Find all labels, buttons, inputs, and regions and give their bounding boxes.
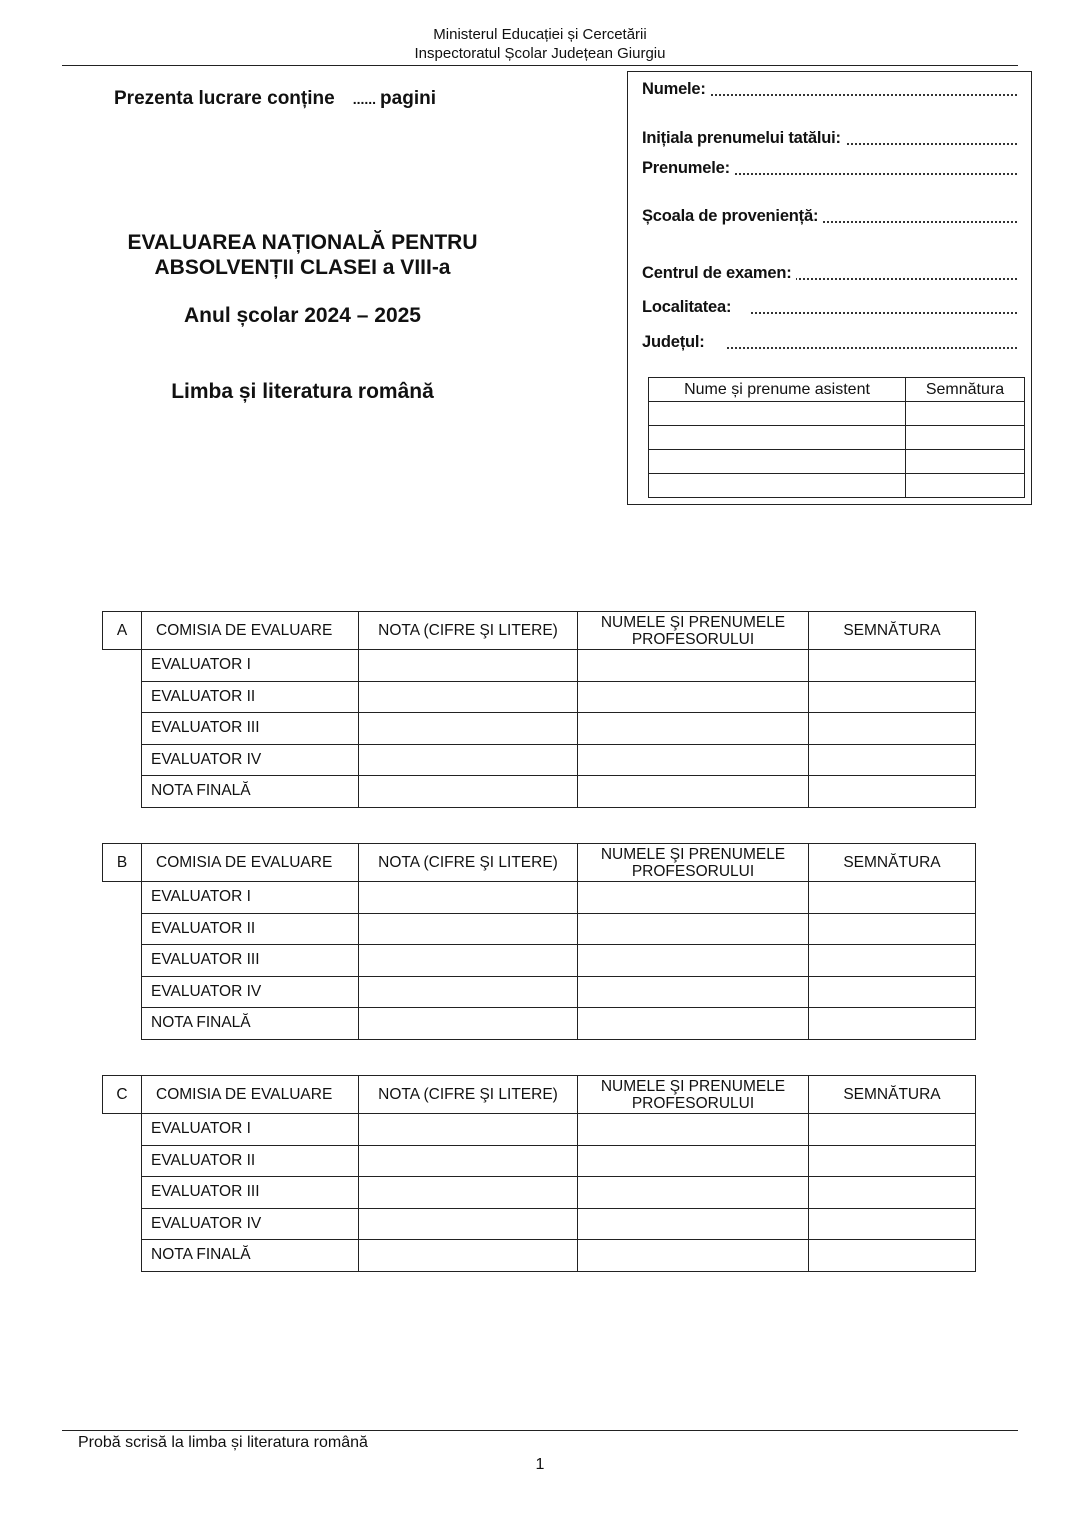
grading-table-c [102, 1075, 976, 1272]
evaluator-label: EVALUATOR I [142, 1114, 359, 1146]
teacher-cell[interactable] [578, 681, 809, 713]
grade-cell[interactable] [359, 744, 578, 776]
signature-cell[interactable] [809, 650, 976, 682]
grade-cell[interactable] [359, 650, 578, 682]
page-header [0, 25, 1080, 63]
table-row [103, 1208, 976, 1240]
grading-table-header [103, 612, 976, 650]
signature-cell[interactable] [809, 681, 976, 713]
evaluator-label: EVALUATOR IV [142, 976, 359, 1008]
table-row [103, 650, 976, 682]
father-initial-label: Inițiala prenumelui tatălui: [642, 129, 845, 147]
grade-cell[interactable] [359, 713, 578, 745]
assistant-signature-cell[interactable] [906, 426, 1025, 450]
teacher-header-line2: PROFESORULUI [631, 862, 755, 880]
grade-cell[interactable] [359, 1145, 578, 1177]
name-field[interactable] [642, 80, 1017, 99]
evaluator-label: EVALUATOR I [142, 650, 359, 682]
signature-cell[interactable] [809, 713, 976, 745]
teacher-cell[interactable] [578, 913, 809, 945]
assistant-name-cell[interactable] [649, 402, 906, 426]
teacher-cell[interactable] [578, 1145, 809, 1177]
assistant-signature-header: Semnătura [906, 378, 1025, 402]
assistant-name-cell[interactable] [649, 426, 906, 450]
assistant-signature-cell[interactable] [906, 450, 1025, 474]
teacher-cell[interactable] [578, 1208, 809, 1240]
table-row [103, 1240, 976, 1272]
evaluator-label: EVALUATOR III [142, 1177, 359, 1209]
teacher-cell[interactable] [578, 744, 809, 776]
school-label: Școala de proveniență: [642, 207, 822, 225]
grade-cell[interactable] [359, 945, 578, 977]
assistant-name-cell[interactable] [649, 474, 906, 498]
grade-cell[interactable] [359, 1008, 578, 1040]
teacher-header-line1: NUMELE ŞI PRENUMELE [600, 845, 786, 863]
assistant-signature-cell[interactable] [906, 474, 1025, 498]
inspectorate-name: Inspectoratul Școlar Județean Giurgiu [414, 45, 666, 62]
signature-cell[interactable] [809, 882, 976, 914]
school-field[interactable] [642, 207, 1017, 226]
ministry-name: Ministerul Educației și Cercetării [433, 26, 647, 43]
grade-header: NOTA (CIFRE ŞI LITERE) [359, 1076, 578, 1114]
pages-note-suffix: pagini [380, 88, 436, 109]
pages-note [114, 88, 436, 110]
commission-header: COMISIA DE EVALUARE [142, 844, 359, 882]
table-row [649, 426, 1025, 450]
grading-table-header [103, 1076, 976, 1114]
first-name-label: Prenumele: [642, 159, 734, 177]
signature-cell[interactable] [809, 1177, 976, 1209]
table-letter: B [103, 844, 142, 882]
teacher-cell[interactable] [578, 1177, 809, 1209]
signature-cell[interactable] [809, 913, 976, 945]
grade-cell[interactable] [359, 681, 578, 713]
exam-title [100, 230, 505, 280]
table-row [103, 1177, 976, 1209]
table-letter: A [103, 612, 142, 650]
locality-label: Localitatea: [642, 298, 751, 316]
table-row [103, 976, 976, 1008]
grade-header: NOTA (CIFRE ŞI LITERE) [359, 612, 578, 650]
teacher-header [578, 1076, 809, 1114]
evaluator-label: EVALUATOR III [142, 713, 359, 745]
footer-divider [62, 1430, 1018, 1431]
grade-cell[interactable] [359, 882, 578, 914]
teacher-header-line2: PROFESORULUI [631, 630, 755, 648]
grade-cell[interactable] [359, 1177, 578, 1209]
assistant-table-header [649, 378, 1025, 402]
table-row [103, 1145, 976, 1177]
teacher-cell[interactable] [578, 776, 809, 808]
signature-header: SEMNĂTURA [809, 612, 976, 650]
exam-subject: Limba și literatura română [171, 380, 434, 403]
evaluator-label: EVALUATOR III [142, 945, 359, 977]
final-grade-label: NOTA FINALĂ [142, 1240, 359, 1272]
grading-table-b [102, 843, 976, 1040]
county-field[interactable] [642, 333, 1017, 352]
table-row [103, 776, 976, 808]
signature-header: SEMNĂTURA [809, 1076, 976, 1114]
signature-cell[interactable] [809, 776, 976, 808]
signature-cell[interactable] [809, 1240, 976, 1272]
evaluator-label: EVALUATOR II [142, 681, 359, 713]
grading-table-a [102, 611, 976, 808]
teacher-cell[interactable] [578, 976, 809, 1008]
first-name-field[interactable] [642, 159, 1017, 178]
teacher-header-line2: PROFESORULUI [631, 1094, 755, 1112]
locality-field[interactable] [642, 298, 1017, 317]
exam-title-line2: ABSOLVENȚII CLASEI a VIII-a [154, 256, 451, 279]
teacher-cell[interactable] [578, 945, 809, 977]
table-row [103, 1114, 976, 1146]
assistant-table [648, 377, 1025, 498]
evaluator-label: EVALUATOR IV [142, 1208, 359, 1240]
evaluator-label: EVALUATOR II [142, 913, 359, 945]
table-row [649, 450, 1025, 474]
teacher-header-line1: NUMELE ŞI PRENUMELE [600, 1077, 786, 1095]
assistant-signature-cell[interactable] [906, 402, 1025, 426]
signature-cell[interactable] [809, 1114, 976, 1146]
grading-table-header [103, 844, 976, 882]
assistant-name-cell[interactable] [649, 450, 906, 474]
table-row [103, 681, 976, 713]
teacher-header-line1: NUMELE ŞI PRENUMELE [600, 613, 786, 631]
teacher-cell[interactable] [578, 1114, 809, 1146]
school-year: Anul școlar 2024 – 2025 [184, 304, 421, 327]
grade-cell[interactable] [359, 776, 578, 808]
table-row [103, 744, 976, 776]
grade-cell[interactable] [359, 913, 578, 945]
evaluator-label: EVALUATOR II [142, 1145, 359, 1177]
signature-header: SEMNĂTURA [809, 844, 976, 882]
county-label: Județul: [642, 333, 725, 351]
final-grade-label: NOTA FINALĂ [142, 776, 359, 808]
exam-center-label: Centrul de examen: [642, 264, 796, 282]
candidate-id-box [627, 71, 1032, 505]
table-row [103, 713, 976, 745]
teacher-cell[interactable] [578, 713, 809, 745]
assistant-name-header: Nume și prenume asistent [649, 378, 906, 402]
signature-cell[interactable] [809, 1008, 976, 1040]
grade-cell[interactable] [359, 1208, 578, 1240]
father-initial-field[interactable] [642, 129, 1017, 148]
teacher-cell[interactable] [578, 1008, 809, 1040]
final-grade-label: NOTA FINALĂ [142, 1008, 359, 1040]
teacher-cell[interactable] [578, 1240, 809, 1272]
teacher-header [578, 844, 809, 882]
exam-center-field[interactable] [642, 264, 1017, 283]
table-row [103, 882, 976, 914]
signature-cell[interactable] [809, 744, 976, 776]
signature-cell[interactable] [809, 945, 976, 977]
header-divider [62, 65, 1018, 66]
exam-title-line1: EVALUAREA NAȚIONALĂ PENTRU [127, 231, 478, 254]
teacher-cell[interactable] [578, 882, 809, 914]
grade-header: NOTA (CIFRE ŞI LITERE) [359, 844, 578, 882]
signature-cell[interactable] [809, 1145, 976, 1177]
table-row [103, 945, 976, 977]
commission-header: COMISIA DE EVALUARE [142, 1076, 359, 1114]
table-letter: C [103, 1076, 142, 1114]
grade-cell[interactable] [359, 976, 578, 1008]
table-row [649, 402, 1025, 426]
evaluator-label: EVALUATOR IV [142, 744, 359, 776]
signature-cell[interactable] [809, 1208, 976, 1240]
evaluator-label: EVALUATOR I [142, 882, 359, 914]
table-row [103, 1008, 976, 1040]
grade-cell[interactable] [359, 1240, 578, 1272]
commission-header: COMISIA DE EVALUARE [142, 612, 359, 650]
footer-text: Probă scrisă la limba și literatura română [78, 1434, 368, 1451]
table-row [649, 474, 1025, 498]
pages-note-dots: ...... [352, 91, 377, 107]
signature-cell[interactable] [809, 976, 976, 1008]
table-row [103, 913, 976, 945]
teacher-cell[interactable] [578, 650, 809, 682]
grade-cell[interactable] [359, 1114, 578, 1146]
pages-note-prefix: Prezenta lucrare conține [114, 88, 335, 109]
name-label: Numele: [642, 80, 710, 98]
teacher-header [578, 612, 809, 650]
page-number: 1 [535, 1456, 545, 1473]
